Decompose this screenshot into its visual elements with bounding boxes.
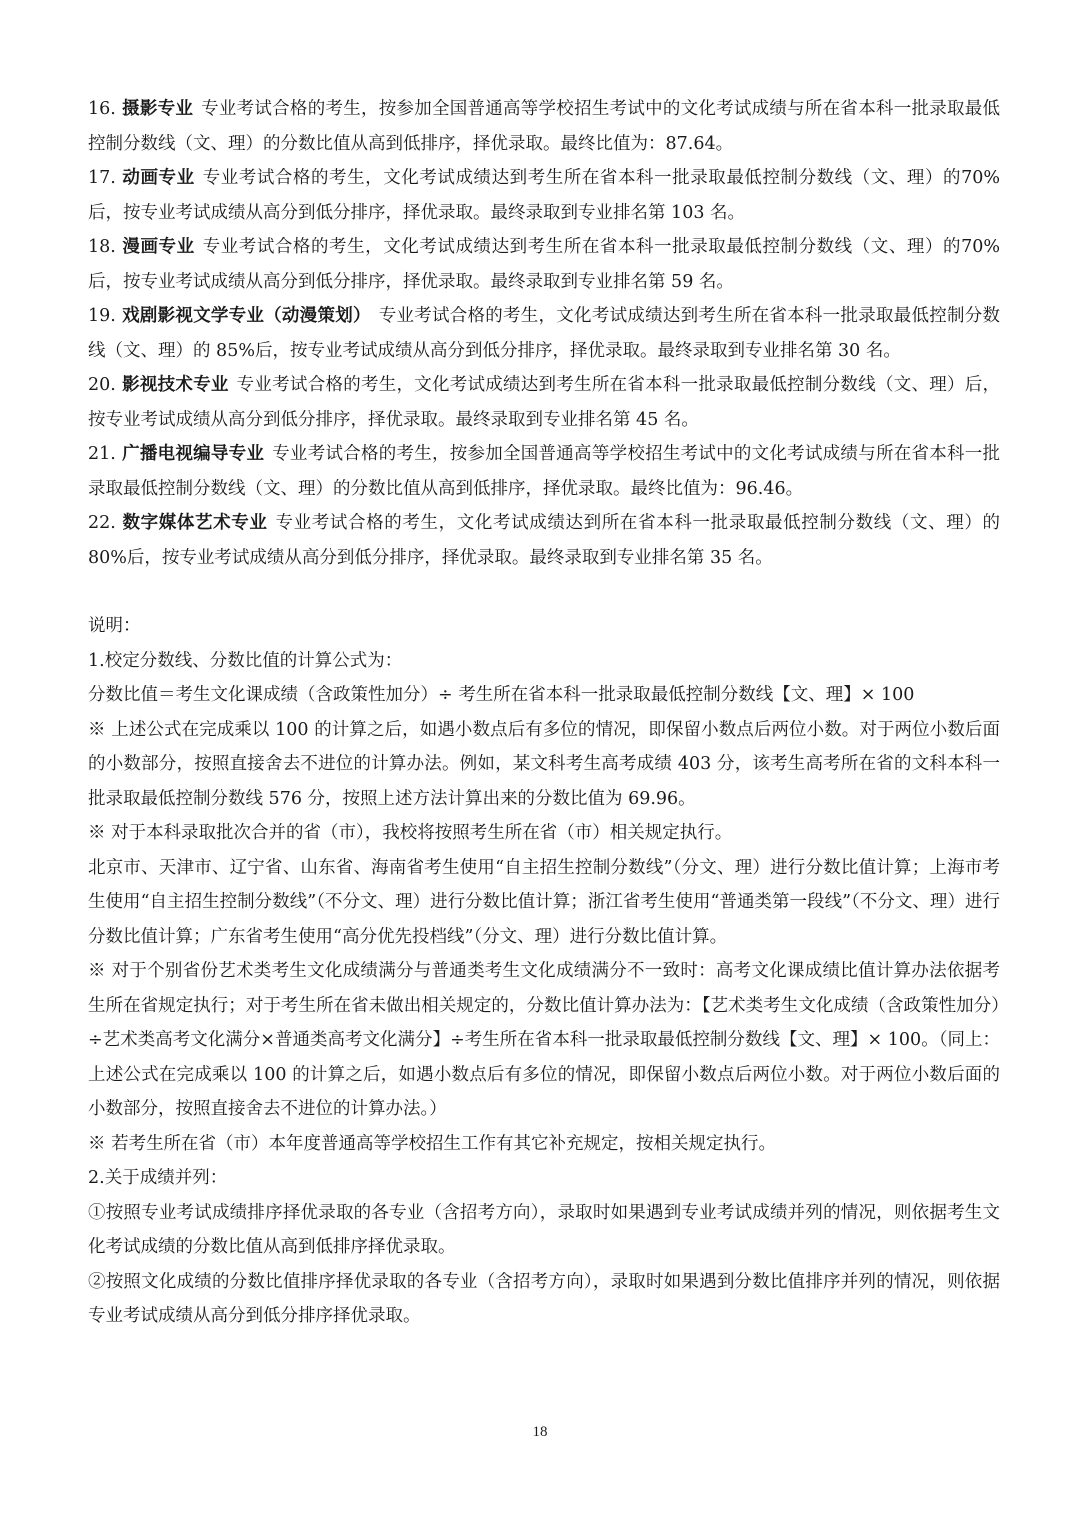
major-18 — [88, 230, 1000, 299]
major-21 — [88, 437, 1000, 506]
major-rule: 专业考试合格的考生，按参加全国普通高等学校招生考试中的文化考试成绩与所在省本科一批录取最低控制分数线（文、理）的分数比值从高到低排序，择优录取。最终比值为：87.64。 — [88, 99, 1001, 154]
major-22 — [88, 506, 1000, 575]
major-19 — [88, 299, 1000, 368]
notes-heading: 说明： — [88, 616, 141, 636]
major-20 — [88, 368, 1000, 437]
major-name: 摄影专业 — [121, 99, 194, 119]
major-rule: 专业考试合格的考生，文化考试成绩达到考生所在省本科一批录取最低控制分数线（文、理）后，按专业考试成绩从高分到低分排序，择优录取。最终录取到专业排名第 45 名。 — [88, 375, 1001, 430]
document-body — [88, 92, 1000, 1334]
note-province-lines: 北京市、天津市、辽宁省、山东省、海南省考生使用“自主招生控制分数线”（分文、理）进行分数比值计算；上海市考生使用“自主招生控制分数线”（不分文、理）进行分数比值计算；浙江省考生使用“普通类第一段线”（不分文、理）进行分数比值计算；广东省考生使用“高分优先投档线”（分文、理）进行分数比值计算。 — [88, 857, 1000, 947]
item-number: 20. — [88, 375, 116, 395]
major-16 — [88, 92, 1000, 161]
major-name: 影视技术专业 — [121, 375, 229, 395]
major-name: 广播电视编导专业 — [121, 444, 265, 464]
major-rule: 专业考试合格的考生，文化考试成绩达到考生所在省本科一批录取最低控制分数线（文、理）的 85%后，按专业考试成绩从高分到低分排序，择优录取。最终录取到专业排名第 30 名。 — [88, 306, 1000, 361]
section-1-title: 1.校定分数线、分数比值的计算公式为： — [88, 650, 403, 671]
item-number: 16. — [88, 99, 116, 119]
item-number: 18. — [88, 237, 116, 257]
major-rule: 专业考试合格的考生，文化考试成绩达到考生所在省本科一批录取最低控制分数线（文、理）的70%后，按专业考试成绩从高分到低分排序，择优录取。最终录取到专业排名第 59 名。 — [88, 237, 1000, 292]
major-rule: 专业考试合格的考生，文化考试成绩达到所在省本科一批录取最低控制分数线（文、理）的 80%后，按专业考试成绩从高分到低分排序，择优录取。最终录取到专业排名第 35 名。 — [88, 513, 1000, 568]
page-number: 18 — [532, 1424, 548, 1440]
item-number: 22. — [88, 513, 116, 533]
item-number: 21. — [88, 444, 116, 464]
section-2-title: 2.关于成绩并列： — [88, 1168, 228, 1188]
note-merged-batches: ※ 对于本科录取批次合并的省（市），我校将按照考生所在省（市）相关规定执行。 — [88, 823, 733, 843]
major-rule: 专业考试合格的考生，按参加全国普通高等学校招生考试中的文化考试成绩与所在省本科一批录取最低控制分数线（文、理）的分数比值从高到低排序，择优录取。最终比值为：96.46。 — [88, 444, 1001, 499]
note-supplementary: ※ 若考生所在省（市）本年度普通高等学校招生工作有其它补充规定，按相关规定执行。 — [88, 1133, 777, 1154]
major-name: 戏剧影视文学专业（动漫策划） — [121, 306, 371, 326]
item-number: 19. — [88, 306, 116, 326]
note-full-score: ※ 对于个别省份艺术类考生文化成绩满分与普通类考生文化成绩满分不一致时：高考文化课成绩比值计算办法依据考生所在省规定执行；对于考生所在省未做出相关规定的，分数比值计算办法为：【艺术类考生文化成绩（含政策性加分）÷艺术类高考文化满分×普通类高考文化满分】÷考生所在省本科一批录取最低控制分数线【文、理】× 100。（同上：上述公式在完成乘以 100 的计算之后，如遇小数点后有多位的情况，即保留小数点后两位小数。对于两位小数后面的小数部分，按照直接舍去不进位的计算办法。） — [88, 961, 1000, 1119]
ratio-formula: 分数比值＝考生文化课成绩（含政策性加分）÷ 考生所在省本科一批录取最低控制分数线【文、理】× 100 — [88, 685, 915, 705]
major-rule: 专业考试合格的考生，文化考试成绩达到考生所在省本科一批录取最低控制分数线（文、理）的70%后，按专业考试成绩从高分到低分排序，择优录取。最终录取到专业排名第 103 名。 — [88, 168, 1000, 223]
major-name: 漫画专业 — [121, 237, 195, 257]
note-rounding: ※ 上述公式在完成乘以 100 的计算之后，如遇小数点后有多位的情况，即保留小数点后两位小数。对于两位小数后面的小数部分，按照直接舍去不进位的计算办法。例如，某文科考生高考成绩 403 分，该考生高考所在省的文科本科一批录取最低控制分数线 576 分，按照上述方法计算出来的分数比值为 69.96。 — [88, 719, 1000, 809]
section-spacer — [88, 575, 1000, 609]
major-17 — [88, 161, 1000, 230]
major-name: 动画专业 — [121, 168, 195, 188]
tie-rule-2: ②按照文化成绩的分数比值排序择优录取的各专业（含招考方向），录取时如果遇到分数比值排序并列的情况，则依据专业考试成绩从高分到低分排序择优录取。 — [88, 1271, 1000, 1326]
major-name: 数字媒体艺术专业 — [121, 513, 268, 533]
tie-rule-1: ①按照专业考试成绩排序择优录取的各专业（含招考方向），录取时如果遇到专业考试成绩并列的情况，则依据考生文化考试成绩的分数比值从高到低排序择优录取。 — [88, 1202, 1000, 1257]
item-number: 17. — [88, 168, 116, 188]
